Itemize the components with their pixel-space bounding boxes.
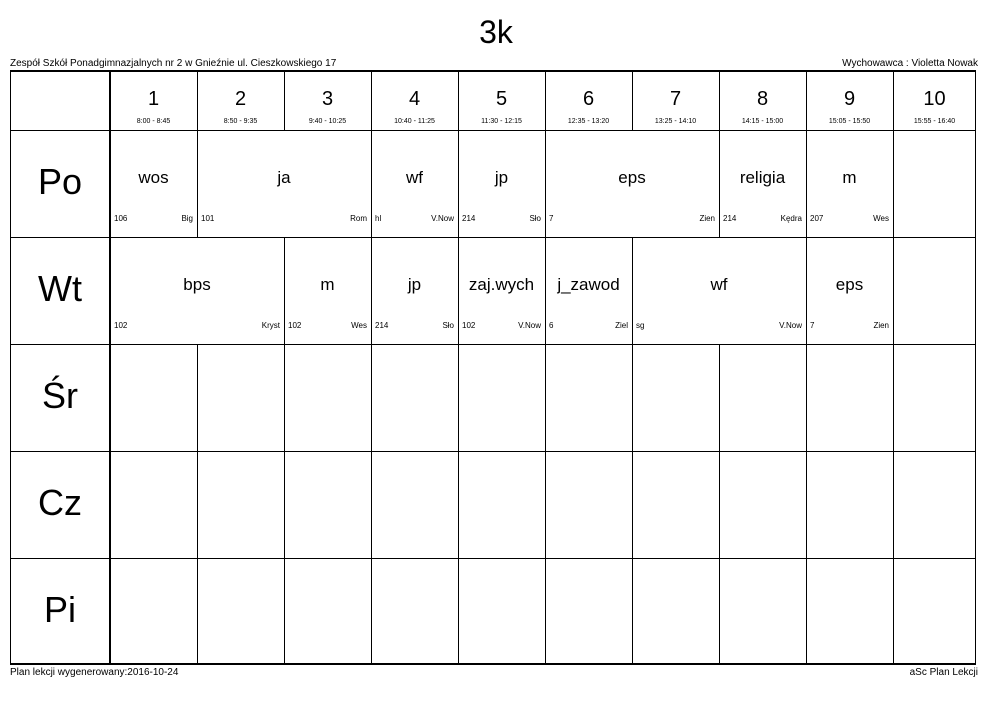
lesson-room: 106	[114, 214, 128, 223]
period-time: 8:50 - 9:35	[223, 118, 258, 125]
day-label-wt: Wt	[38, 267, 82, 309]
day-label-po: Po	[37, 160, 83, 202]
lesson-subject: wf	[710, 275, 728, 294]
software-name: aSc Plan Lekcji	[909, 667, 978, 678]
lesson-subject: wos	[138, 168, 169, 187]
cell-column-line	[893, 237, 894, 344]
cell-column-line	[719, 451, 720, 558]
grid-bottom-line	[10, 663, 976, 665]
lesson-subject: jp	[494, 168, 509, 187]
header-column-line	[284, 70, 285, 130]
period-number: 4	[408, 88, 421, 110]
period-number: 5	[495, 88, 508, 110]
lesson-teacher: V.Now	[518, 321, 541, 330]
lesson-subject: eps	[835, 275, 864, 294]
period-time: 15:05 - 15:50	[828, 118, 871, 125]
lesson-teacher: Kryst	[261, 321, 280, 330]
lesson-room: hl	[375, 214, 382, 223]
lesson-subject: wf	[406, 168, 423, 187]
cell-column-line	[893, 344, 894, 451]
period-time: 15:55 - 16:40	[913, 118, 956, 125]
lesson-subject: ja	[277, 168, 291, 187]
cell-column-line	[371, 344, 372, 451]
class-teacher: Wychowawca : Violetta Nowak	[842, 58, 978, 69]
lesson-teacher: Sło	[529, 214, 541, 223]
period-time: 14:15 - 15:00	[741, 118, 784, 125]
header-column-line	[806, 70, 807, 130]
period-number: 8	[756, 88, 769, 110]
period-time: 11:30 - 12:15	[481, 118, 522, 125]
header-column-line	[371, 70, 372, 130]
lesson-subject: m	[320, 275, 335, 294]
lesson-room: 101	[201, 214, 215, 223]
cell-column-line	[458, 344, 459, 451]
lesson-teacher: Big	[181, 214, 193, 223]
lesson-teacher: V.Now	[779, 321, 802, 330]
header-column-line	[545, 70, 546, 130]
cell-column-line	[806, 558, 807, 665]
row-line	[10, 451, 976, 452]
header-column-line	[893, 70, 894, 130]
period-time: 12:35 - 13:20	[567, 118, 610, 125]
cell-column-line	[719, 558, 720, 665]
lesson-subject: eps	[618, 168, 646, 187]
period-number: 6	[582, 88, 595, 110]
cell-column-line	[197, 451, 198, 558]
day-label-pi: Pi	[43, 588, 76, 630]
cell-column-line	[893, 451, 894, 558]
lesson-room: 102	[288, 321, 302, 330]
day-label-śr: Śr	[42, 374, 78, 416]
lesson-subject: religia	[739, 168, 786, 187]
cell-column-line	[458, 451, 459, 558]
lesson-room: 7	[549, 214, 554, 223]
cell-column-line	[806, 451, 807, 558]
generated-date: Plan lekcji wygenerowany:2016-10-24	[10, 667, 179, 678]
lesson-teacher: Kędra	[780, 214, 802, 223]
lesson-subject: j_zawod	[557, 275, 620, 294]
lesson-room: 207	[810, 214, 824, 223]
cell-column-line	[371, 558, 372, 665]
cell-column-line	[632, 558, 633, 665]
cell-column-line	[197, 344, 198, 451]
cell-column-line	[632, 344, 633, 451]
cell-column-line	[545, 344, 546, 451]
cell-column-line	[806, 344, 807, 451]
period-number: 2	[234, 88, 247, 110]
grid-top-line	[10, 70, 976, 72]
lesson-teacher: Zien	[873, 321, 889, 330]
page-title: 3k	[479, 14, 513, 50]
period-number: 7	[669, 88, 682, 110]
lesson-subject: m	[842, 168, 857, 187]
lesson-teacher: Ziel	[615, 321, 628, 330]
lesson-room: 7	[810, 321, 815, 330]
row-line	[10, 130, 976, 131]
row-line	[10, 344, 976, 345]
row-line	[10, 237, 976, 238]
header-column-line	[197, 70, 198, 130]
lesson-room: 214	[462, 214, 476, 223]
lesson-room: 6	[549, 321, 554, 330]
lesson-teacher: Wes	[351, 321, 367, 330]
lesson-room: 214	[723, 214, 737, 223]
period-time: 13:25 - 14:10	[654, 118, 697, 125]
lesson-room: 102	[462, 321, 476, 330]
cell-column-line	[893, 558, 894, 665]
day-column-separator	[109, 70, 111, 665]
school-name: Zespół Szkół Ponadgimnazjalnych nr 2 w Gnieźnie ul. Cieszkowskiego 17	[10, 58, 337, 69]
period-number: 1	[147, 88, 160, 110]
cell-column-line	[284, 558, 285, 665]
lesson-subject: bps	[183, 275, 211, 294]
cell-column-line	[197, 558, 198, 665]
lesson-room: 102	[114, 321, 128, 330]
cell-column-line	[284, 451, 285, 558]
cell-column-line	[545, 558, 546, 665]
timetable-grid	[10, 70, 976, 665]
cell-column-line	[284, 344, 285, 451]
period-number: 10	[923, 88, 946, 110]
header-column-line	[632, 70, 633, 130]
lesson-teacher: Rom	[350, 214, 367, 223]
lesson-subject: zaj.wych	[468, 275, 535, 294]
lesson-teacher: Zien	[699, 214, 715, 223]
cell-column-line	[719, 344, 720, 451]
lesson-subject: jp	[407, 275, 422, 294]
period-number: 9	[843, 88, 856, 110]
cell-column-line	[458, 558, 459, 665]
lesson-room: 214	[375, 321, 389, 330]
row-line	[10, 558, 976, 559]
period-number: 3	[321, 88, 334, 110]
lesson-teacher: Sło	[442, 321, 454, 330]
header-column-line	[458, 70, 459, 130]
header-column-line	[719, 70, 720, 130]
cell-column-line	[632, 451, 633, 558]
cell-column-line	[545, 451, 546, 558]
lesson-teacher: Wes	[873, 214, 889, 223]
day-label-cz: Cz	[38, 481, 82, 523]
grid-border	[10, 70, 976, 665]
period-time: 9:40 - 10:25	[308, 118, 347, 125]
lesson-room: sg	[636, 321, 645, 330]
period-time: 10:40 - 11:25	[394, 118, 435, 125]
cell-column-line	[371, 451, 372, 558]
period-time: 8:00 - 8:45	[136, 118, 171, 125]
lesson-teacher: V.Now	[431, 214, 454, 223]
cell-column-line	[893, 130, 894, 237]
